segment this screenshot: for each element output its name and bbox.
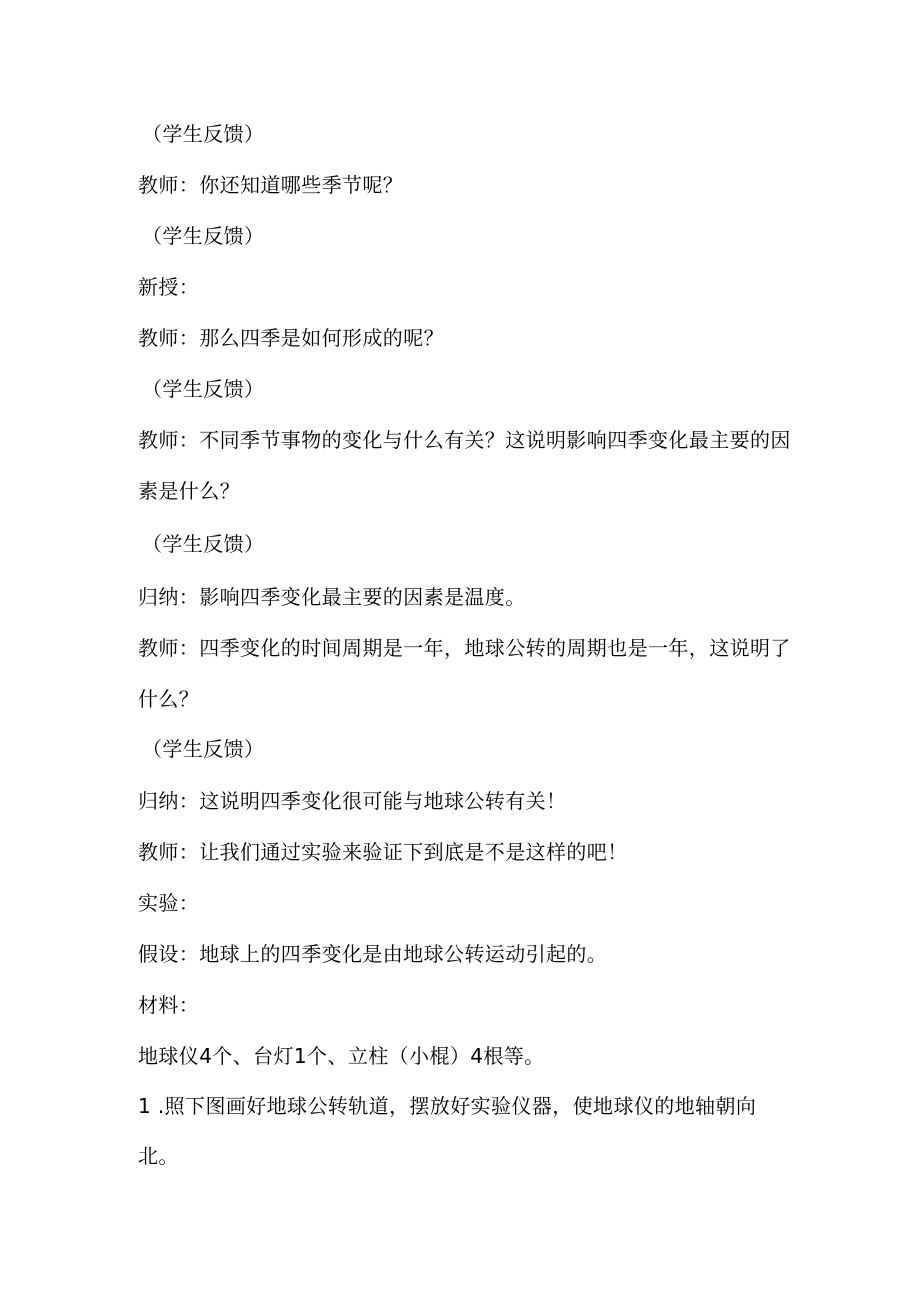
student-feedback-line: （学生反馈） (142, 737, 265, 761)
teacher-question-line: 教师：你还知道哪些季节呢？ (138, 173, 404, 197)
teacher-question-line: 教师：四季变化的时间周期是一年，地球公转的周期也是一年，这说明了 (138, 636, 791, 660)
step-line: 1 .照下图画好地球公转轨道，摆放好实验仪器，使地球仪的地轴朝向 (138, 1094, 757, 1118)
section-label-line: 实验： (138, 891, 200, 915)
section-label-line: 新授： (138, 275, 200, 299)
continuation-line: 素是什么？ (138, 479, 240, 503)
teacher-question-line: 教师：让我们通过实验来验证下到底是不是这样的吧！ (138, 840, 628, 864)
summary-line: 归纳：这说明四季变化很可能与地球公转有关！ (138, 789, 567, 813)
student-feedback-line: （学生反馈） (142, 532, 265, 556)
teacher-question-line: 教师：不同季节事物的变化与什么有关？这说明影响四季变化最主要的因 (138, 428, 791, 452)
materials-line: 地球仪4个、台灯1个、立柱（小棍）4根等。 (138, 1044, 545, 1068)
continuation-line: 北。 (138, 1144, 179, 1168)
continuation-line: 什么？ (138, 687, 200, 711)
section-label-line: 材料： (138, 993, 200, 1017)
teacher-question-line: 教师：那么四季是如何形成的呢？ (138, 326, 444, 350)
student-feedback-line: （学生反馈） (142, 224, 265, 248)
student-feedback-line: （学生反馈） (142, 122, 265, 146)
summary-line: 归纳：影响四季变化最主要的因素是温度。 (138, 585, 526, 609)
student-feedback-line: （学生反馈） (142, 377, 265, 401)
hypothesis-line: 假设：地球上的四季变化是由地球公转运动引起的。 (138, 942, 608, 966)
